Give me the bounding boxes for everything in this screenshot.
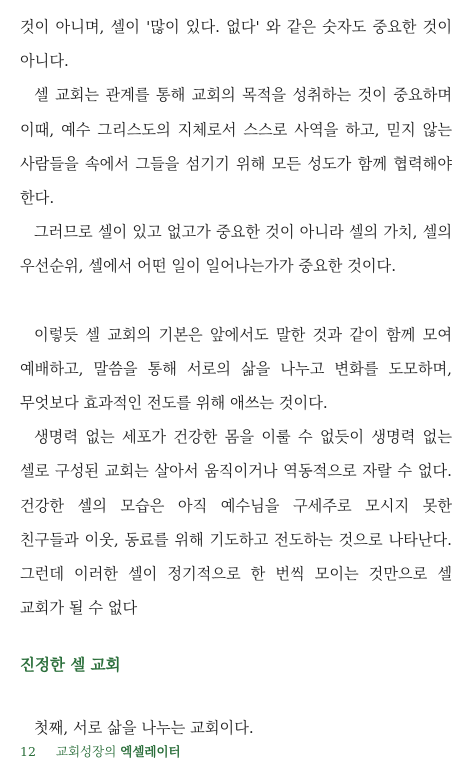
book-title-strong: 엑셀레이터 (120, 744, 181, 759)
page-body (20, 10, 452, 746)
paragraph-gap (20, 284, 452, 318)
paragraph-1: 것이 아니며, 셀이 '많이 있다. 없다' 와 같은 숫자도 중요한 것이 아니다. (20, 18, 452, 71)
paragraph-3: 그러므로 셀이 있고 없고가 중요한 것이 아니라 셀의 가치, 셀의 우선순위, 셀에서 어떤 일이 일어나는가가 중요한 것이다. (20, 223, 452, 276)
page-number: 12 (20, 744, 36, 759)
paragraph-2: 셀 교회는 관계를 통해 교회의 목적을 성취하는 것이 중요하며 이때, 예수 그리스도의 지체로서 스스로 사역을 하고, 믿지 않는 사람들을 속에서 그들을 섬기기 위해 모든 성도가 함께 협력해야 한다. (20, 86, 452, 208)
paragraph-5: 생명력 없는 세포가 건강한 몸을 이룰 수 없듯이 생명력 없는 셀로 구성된 교회는 살아서 움직이거나 역동적으로 자랄 수 없다. 건강한 셀의 모습은 아직 예수님을 구세주로 모시지 못한 친구들과 이웃, 동료를 위해 기도하고 전도하는 것으로 나타난다. 그런데 이러한 셀이 정기적으로 한 번씩 모이는 것만으로 셀 교회가 될 수 없다 (20, 428, 452, 618)
section-heading: 진정한 셀 교회 (20, 656, 121, 675)
paragraph-4: 이렇듯 셀 교회의 기본은 앞에서도 말한 것과 같이 함께 모여 예배하고, 말씀을 통해 서로의 삶을 나누고 변화를 도모하며, 무엇보다 효과적인 전도를 위해 애쓰는 것이다. (20, 325, 452, 413)
page-footer (20, 742, 181, 760)
paragraph-6: 첫째, 서로 삶을 나누는 교회이다. (34, 719, 254, 738)
book-title-prefix: 교회성장의 (55, 744, 121, 759)
